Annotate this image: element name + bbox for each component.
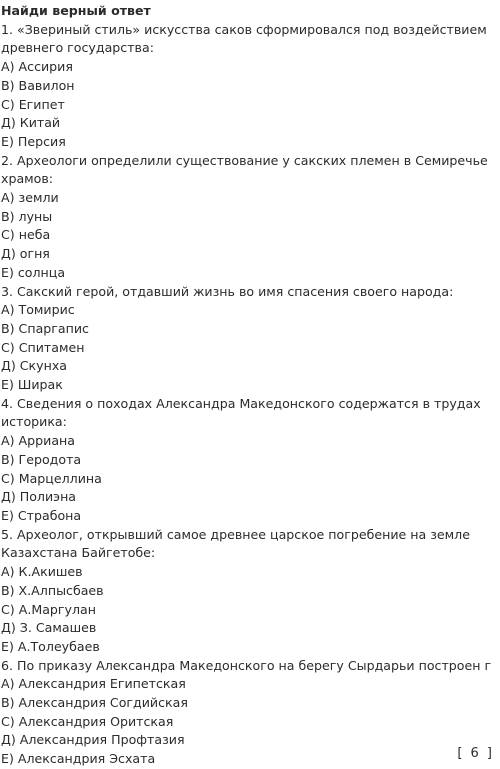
page-title: Найди верный ответ bbox=[1, 3, 151, 18]
answer-option: С) Марцеллина bbox=[1, 470, 102, 486]
question-1 bbox=[0, 21, 500, 152]
answer-option: Е) Александрия Эсхата bbox=[1, 751, 156, 767]
question-6 bbox=[0, 657, 500, 769]
question-text: 1. «Звериный стиль» искусства саков сформировался под воздействием bbox=[1, 21, 487, 37]
answer-option: С) неба bbox=[1, 227, 51, 243]
question-3 bbox=[0, 283, 500, 395]
question-5 bbox=[0, 526, 500, 657]
answer-option: А) Арриана bbox=[1, 433, 75, 449]
answer-option: А) К.Акишев bbox=[1, 564, 83, 580]
answer-option: С) Спитамен bbox=[1, 339, 85, 355]
answer-option: С) Египет bbox=[1, 96, 65, 112]
answer-option: А) земли bbox=[1, 190, 59, 206]
question-text: 4. Сведения о походах Александра Македонского содержатся в трудах bbox=[1, 395, 481, 411]
document bbox=[0, 2, 500, 769]
answer-option: А) Томирис bbox=[1, 302, 75, 318]
question-text: древнего государства: bbox=[1, 40, 154, 56]
answer-option: Е) солнца bbox=[1, 264, 66, 280]
answer-option: В) луны bbox=[1, 208, 53, 224]
answer-option: В) Геродота bbox=[1, 451, 82, 467]
answer-option: Д) Китай bbox=[1, 115, 61, 131]
answer-option: Е) Страбона bbox=[1, 507, 82, 523]
answer-option: Д) Полиэна bbox=[1, 489, 77, 505]
answer-option: В) Александрия Согдийская bbox=[1, 695, 188, 711]
answer-option: А) Ассирия bbox=[1, 59, 73, 75]
answer-option: Е) Персия bbox=[1, 133, 66, 149]
question-text: 5. Археолог, открывший самое древнее царское погребение на земле bbox=[1, 526, 470, 542]
question-text: 6. По приказу Александра Македонского на берегу Сырдарьи построен г bbox=[1, 657, 492, 673]
answer-option: Д) Александрия Профтазия bbox=[1, 732, 185, 748]
page-number: [ 6 ] bbox=[457, 746, 494, 762]
question-2 bbox=[0, 152, 500, 283]
answer-option: Е) А.Толеубаев bbox=[1, 638, 100, 654]
answer-option: В) Вавилон bbox=[1, 77, 75, 93]
question-text: историка: bbox=[1, 414, 67, 430]
answer-option: С) А.Маргулан bbox=[1, 601, 96, 617]
answer-option: А) Александрия Египетская bbox=[1, 676, 186, 692]
answer-option: Д) огня bbox=[1, 246, 50, 262]
question-text: 3. Сакский герой, отдавший жизнь во имя спасения своего народа: bbox=[1, 283, 454, 299]
answer-option: С) Александрия Оритская bbox=[1, 713, 174, 729]
question-text: храмов: bbox=[1, 171, 54, 187]
answer-option: В) Х.Алпысбаев bbox=[1, 582, 104, 598]
answer-option: В) Спаргапис bbox=[1, 320, 89, 336]
question-4 bbox=[0, 395, 500, 526]
answer-option: Е) Ширак bbox=[1, 377, 63, 393]
question-text: Казахстана Байгетобе: bbox=[1, 545, 156, 561]
question-text: 2. Археологи определили существование у сакских племен в Семиречье bbox=[1, 152, 488, 168]
answer-option: Д) Скунха bbox=[1, 358, 68, 374]
answer-option: Д) З. Самашев bbox=[1, 620, 97, 636]
